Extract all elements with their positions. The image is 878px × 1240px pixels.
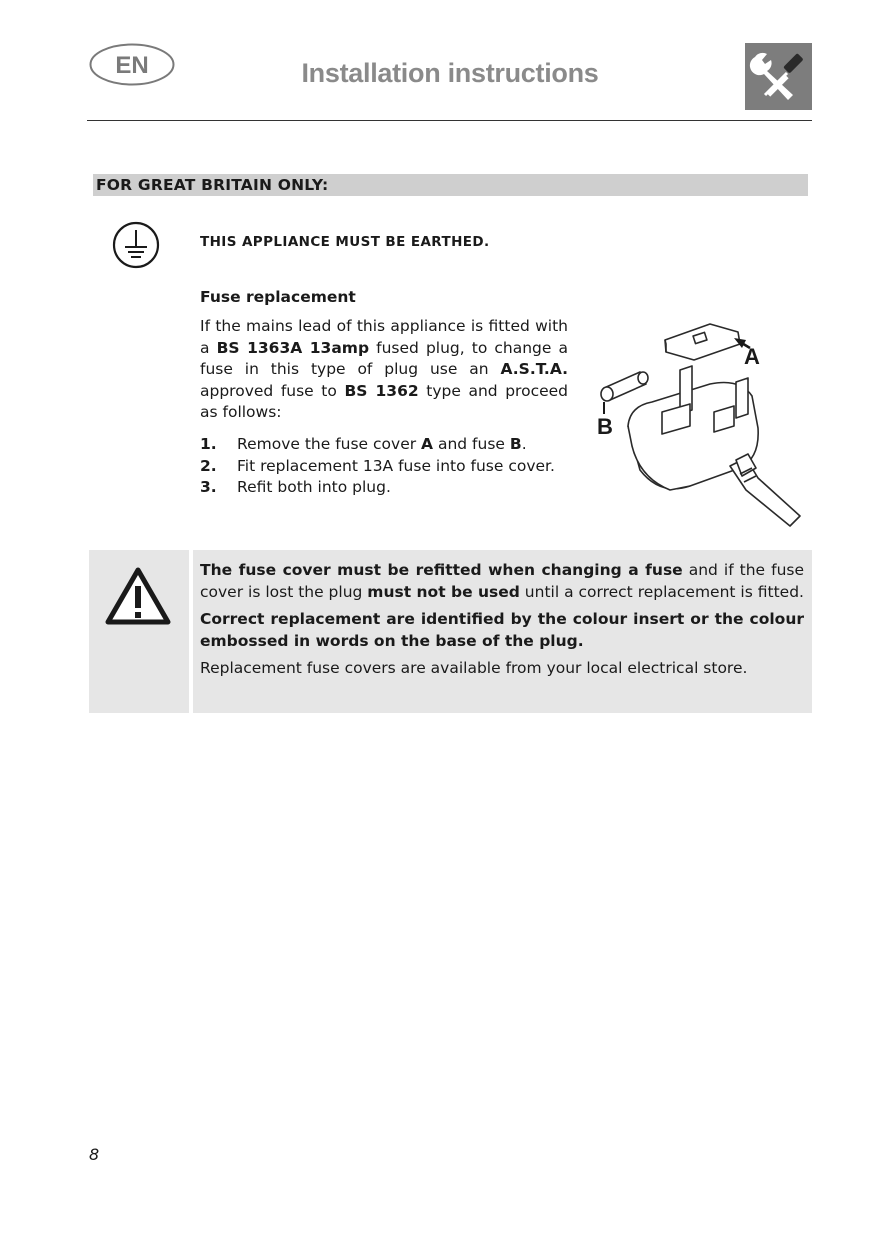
language-badge	[89, 43, 175, 86]
fuse-replacement-heading: Fuse replacement	[200, 288, 356, 306]
tools-icon	[745, 43, 812, 110]
label-b: B	[597, 414, 613, 439]
header-divider	[87, 120, 812, 121]
section-heading: FOR GREAT BRITAIN ONLY:	[93, 174, 808, 196]
warning-paragraph-3: Replacement fuse covers are available from your local electrical store.	[200, 659, 748, 677]
list-item: 1. Remove the fuse cover A and fuse B.	[200, 435, 527, 453]
list-item: 3. Refit both into plug.	[200, 478, 391, 496]
warning-triangle-icon	[105, 566, 171, 626]
warning-paragraph-1: The fuse cover must be refitted when changing a fuse and if the fuse cover is lost the plug must not be used until a correct replacement is fitted.	[200, 561, 805, 601]
approval-mark: A.S.T.A.	[500, 360, 568, 378]
plug-type: BS 1363A 13amp	[216, 338, 370, 357]
plug-fuse-illustration	[590, 318, 810, 528]
warning-text	[200, 560, 804, 686]
page-number: 8	[89, 1145, 100, 1164]
language-code: EN	[115, 52, 149, 79]
label-a: A	[744, 344, 760, 369]
list-item: 2. Fit replacement 13A fuse into fuse cover.	[200, 456, 555, 475]
fuse-steps-list	[200, 434, 568, 499]
earth-ground-icon	[112, 221, 160, 269]
warning-paragraph-2: Correct replacement are identified by the colour insert or the colour embossed in words on the base of the plug.	[200, 610, 804, 650]
fuse-standard: BS 1362	[344, 381, 419, 400]
fuse-intro-paragraph: If the mains lead of this appliance is fitted with a BS 1363A 13amp fused plug, to change a fuse in this type of plug use an A.S.T.A. approved fuse to BS 1362 type and proceed as follows:	[200, 317, 568, 421]
page-title: Installation instructions	[301, 58, 599, 88]
earthing-notice: THIS APPLIANCE MUST BE EARTHED.	[200, 234, 490, 250]
